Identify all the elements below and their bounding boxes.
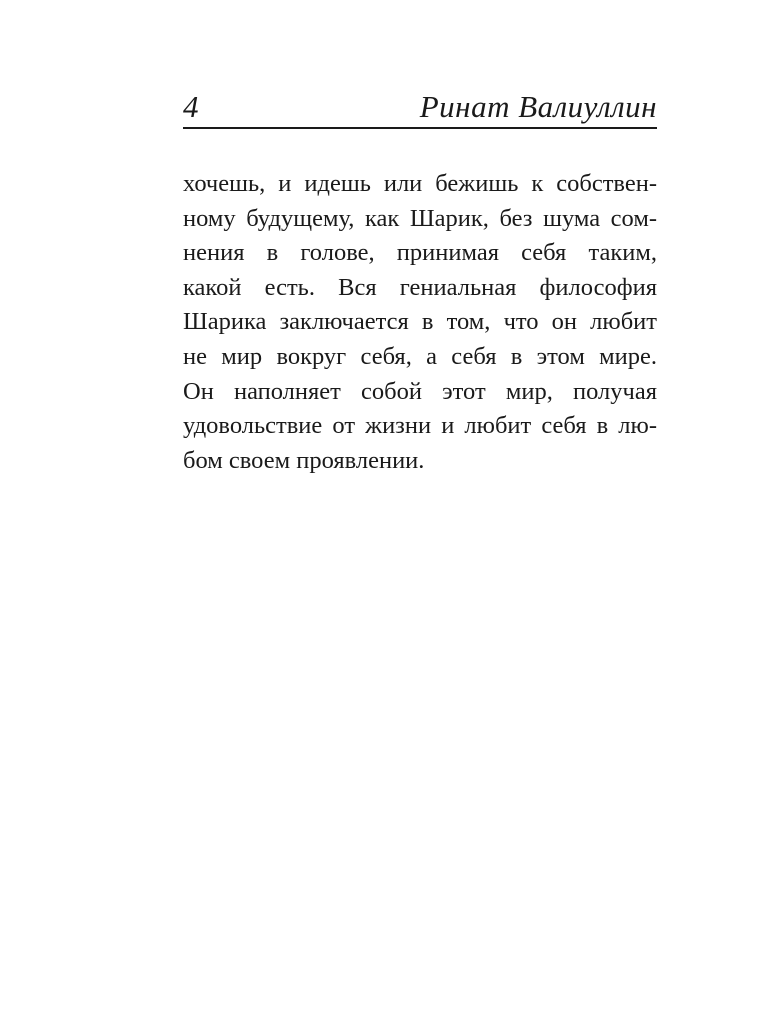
header-rule [183, 127, 657, 129]
author-name: Ринат Валиуллин [419, 89, 657, 124]
running-head [183, 78, 657, 122]
text-line: удовольствие от жизни и любит себя в лю- [183, 412, 657, 440]
text-line: бом своем проявлении. [183, 446, 425, 474]
text-line: ному будущему, как Шарик, без шума сом- [183, 204, 657, 232]
text-line: не мир вокруг себя, а себя в этом мире. [183, 342, 657, 370]
text-line: Шарика заключается в том, что он любит [183, 308, 657, 336]
text-line: хочешь, и идешь или бежишь к собствен- [183, 170, 657, 197]
text-line: нения в голове, принимая себя таким, [183, 239, 657, 267]
page-number: 4 [183, 89, 199, 124]
body-paragraph [183, 167, 657, 478]
text-line: Он наполняет собой этот мир, получая [183, 377, 657, 405]
text-line: какой есть. Вся гениальная философия [183, 273, 657, 301]
